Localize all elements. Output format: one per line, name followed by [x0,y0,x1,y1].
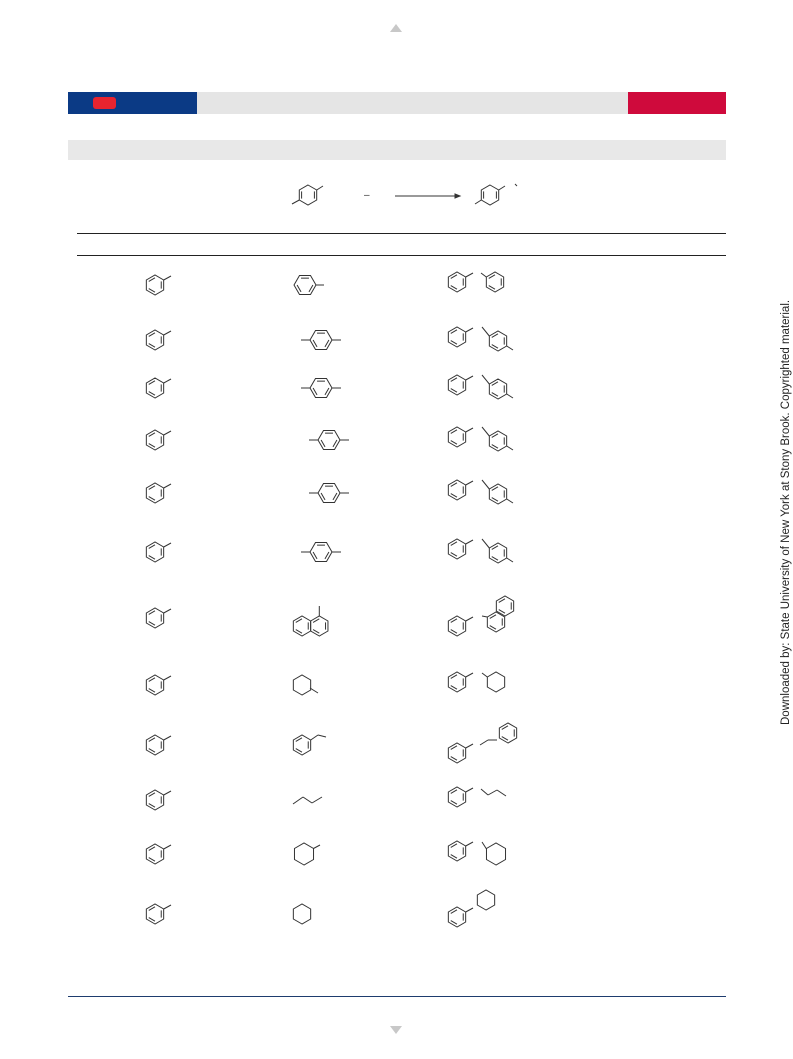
row-4-product [448,427,513,451]
row-7-product [448,596,513,636]
row-6-substrate-b [301,542,341,561]
row-11-product [448,841,505,865]
row-10-substrate-a [146,790,171,810]
row-2-substrate-a [146,330,171,350]
scheme-minus-sign: – [364,190,370,201]
row-8-product [448,672,504,692]
row-3-substrate-b [301,378,341,397]
row-8-substrate-a [146,675,171,695]
row-2-product [448,327,513,351]
row-3-substrate-a [146,378,171,398]
row-5-product [448,480,513,504]
row-2-substrate-b [301,330,341,349]
nav-down-arrow[interactable] [390,1026,402,1034]
row-1-substrate-a [146,275,171,295]
footer-rule [68,996,726,997]
row-11-substrate-b [294,843,320,865]
download-watermark-text: Downloaded by: State University of New York at Stony Brook. Copyrighted material. [780,299,792,725]
row-9-substrate-a [146,735,171,755]
row-5-substrate-b [309,483,349,502]
row-6-substrate-a [146,542,171,562]
row-10-product [448,787,506,807]
row-9-substrate-b [293,735,326,755]
row-5-substrate-a [146,483,171,503]
row-1-product [448,272,503,292]
row-10-substrate-b [293,797,322,804]
row-4-substrate-b [309,430,349,449]
row-7-substrate-a [146,608,171,628]
row-3-product [448,375,513,399]
row-12-substrate-a [146,904,171,924]
row-12-substrate-b [293,904,310,924]
row-12-product [448,890,494,927]
row-9-product [448,723,516,763]
row-6-product [448,539,513,563]
row-8-substrate-b [293,675,318,695]
row-11-substrate-a [146,844,171,864]
row-7-substrate-b [293,606,328,636]
row-1-substrate-b [294,275,324,294]
row-4-substrate-a [146,430,171,450]
